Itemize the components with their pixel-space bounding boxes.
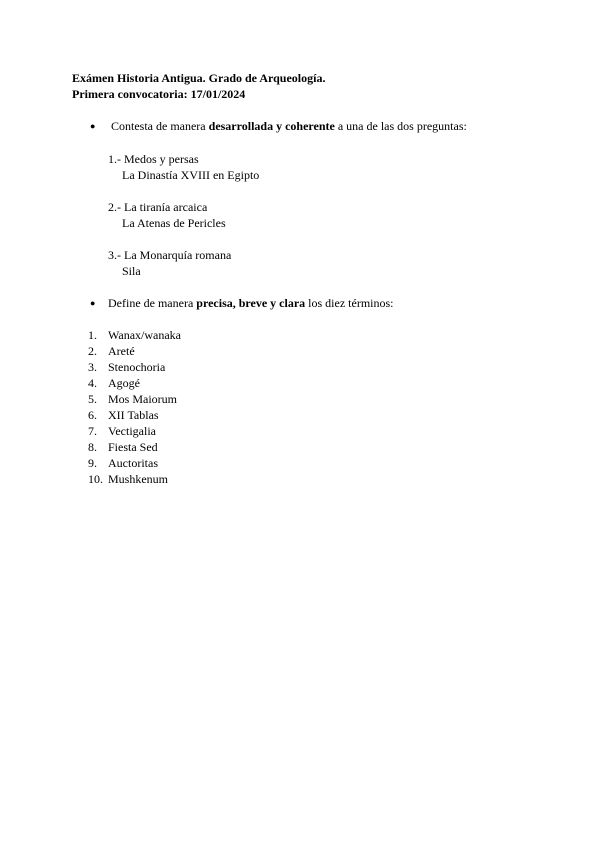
term-2: Areté xyxy=(108,344,135,358)
term-6: XII Tablas xyxy=(108,408,159,422)
bullet-icon: ● xyxy=(90,298,96,308)
term-4: Agogé xyxy=(108,376,140,390)
term-number: 10. xyxy=(88,472,103,486)
bullet-icon: ● xyxy=(90,121,96,131)
instruction-text: los diez términos: xyxy=(305,296,394,310)
question-2-label: 2.- La tiranía arcaica xyxy=(108,200,208,214)
instruction-text: a una de las dos preguntas: xyxy=(334,119,467,133)
term-8: Fiesta Sed xyxy=(108,440,158,454)
term-number: 2. xyxy=(88,344,97,358)
question-3-alt: Sila xyxy=(122,264,141,278)
instruction-text: Define de manera xyxy=(108,296,197,310)
term-7: Vectigalia xyxy=(108,424,156,438)
instruction-emphasis: precisa, breve y clara xyxy=(196,296,306,310)
question-2-alt: La Atenas de Pericles xyxy=(122,216,226,230)
term-9: Auctoritas xyxy=(108,456,158,470)
term-number: 9. xyxy=(88,456,97,470)
term-number: 6. xyxy=(88,408,97,422)
term-number: 8. xyxy=(88,440,97,454)
question-3-label: 3.- La Monarquía romana xyxy=(108,248,232,262)
question-1-alt: La Dinastía XVIII en Egipto xyxy=(122,168,260,182)
term-number: 4. xyxy=(88,376,97,390)
term-number: 1. xyxy=(88,328,97,342)
term-1: Wanax/wanaka xyxy=(108,328,181,342)
term-number: 7. xyxy=(88,424,97,438)
instruction-questions xyxy=(111,118,467,134)
term-10: Mushkenum xyxy=(108,472,168,486)
question-1-label: 1.- Medos y persas xyxy=(108,152,199,166)
instruction-emphasis: desarrollada y coherente xyxy=(208,119,335,133)
term-number: 5. xyxy=(88,392,97,406)
term-number: 3. xyxy=(88,360,97,374)
term-5: Mos Maiorum xyxy=(108,392,177,406)
instruction-terms xyxy=(108,295,394,311)
exam-title: Exámen Historia Antigua. Grado de Arqueología. xyxy=(72,71,326,85)
term-3: Stenochoria xyxy=(108,360,166,374)
instruction-text: Contesta de manera xyxy=(111,119,209,133)
exam-date: Primera convocatoria: 17/01/2024 xyxy=(72,87,246,101)
